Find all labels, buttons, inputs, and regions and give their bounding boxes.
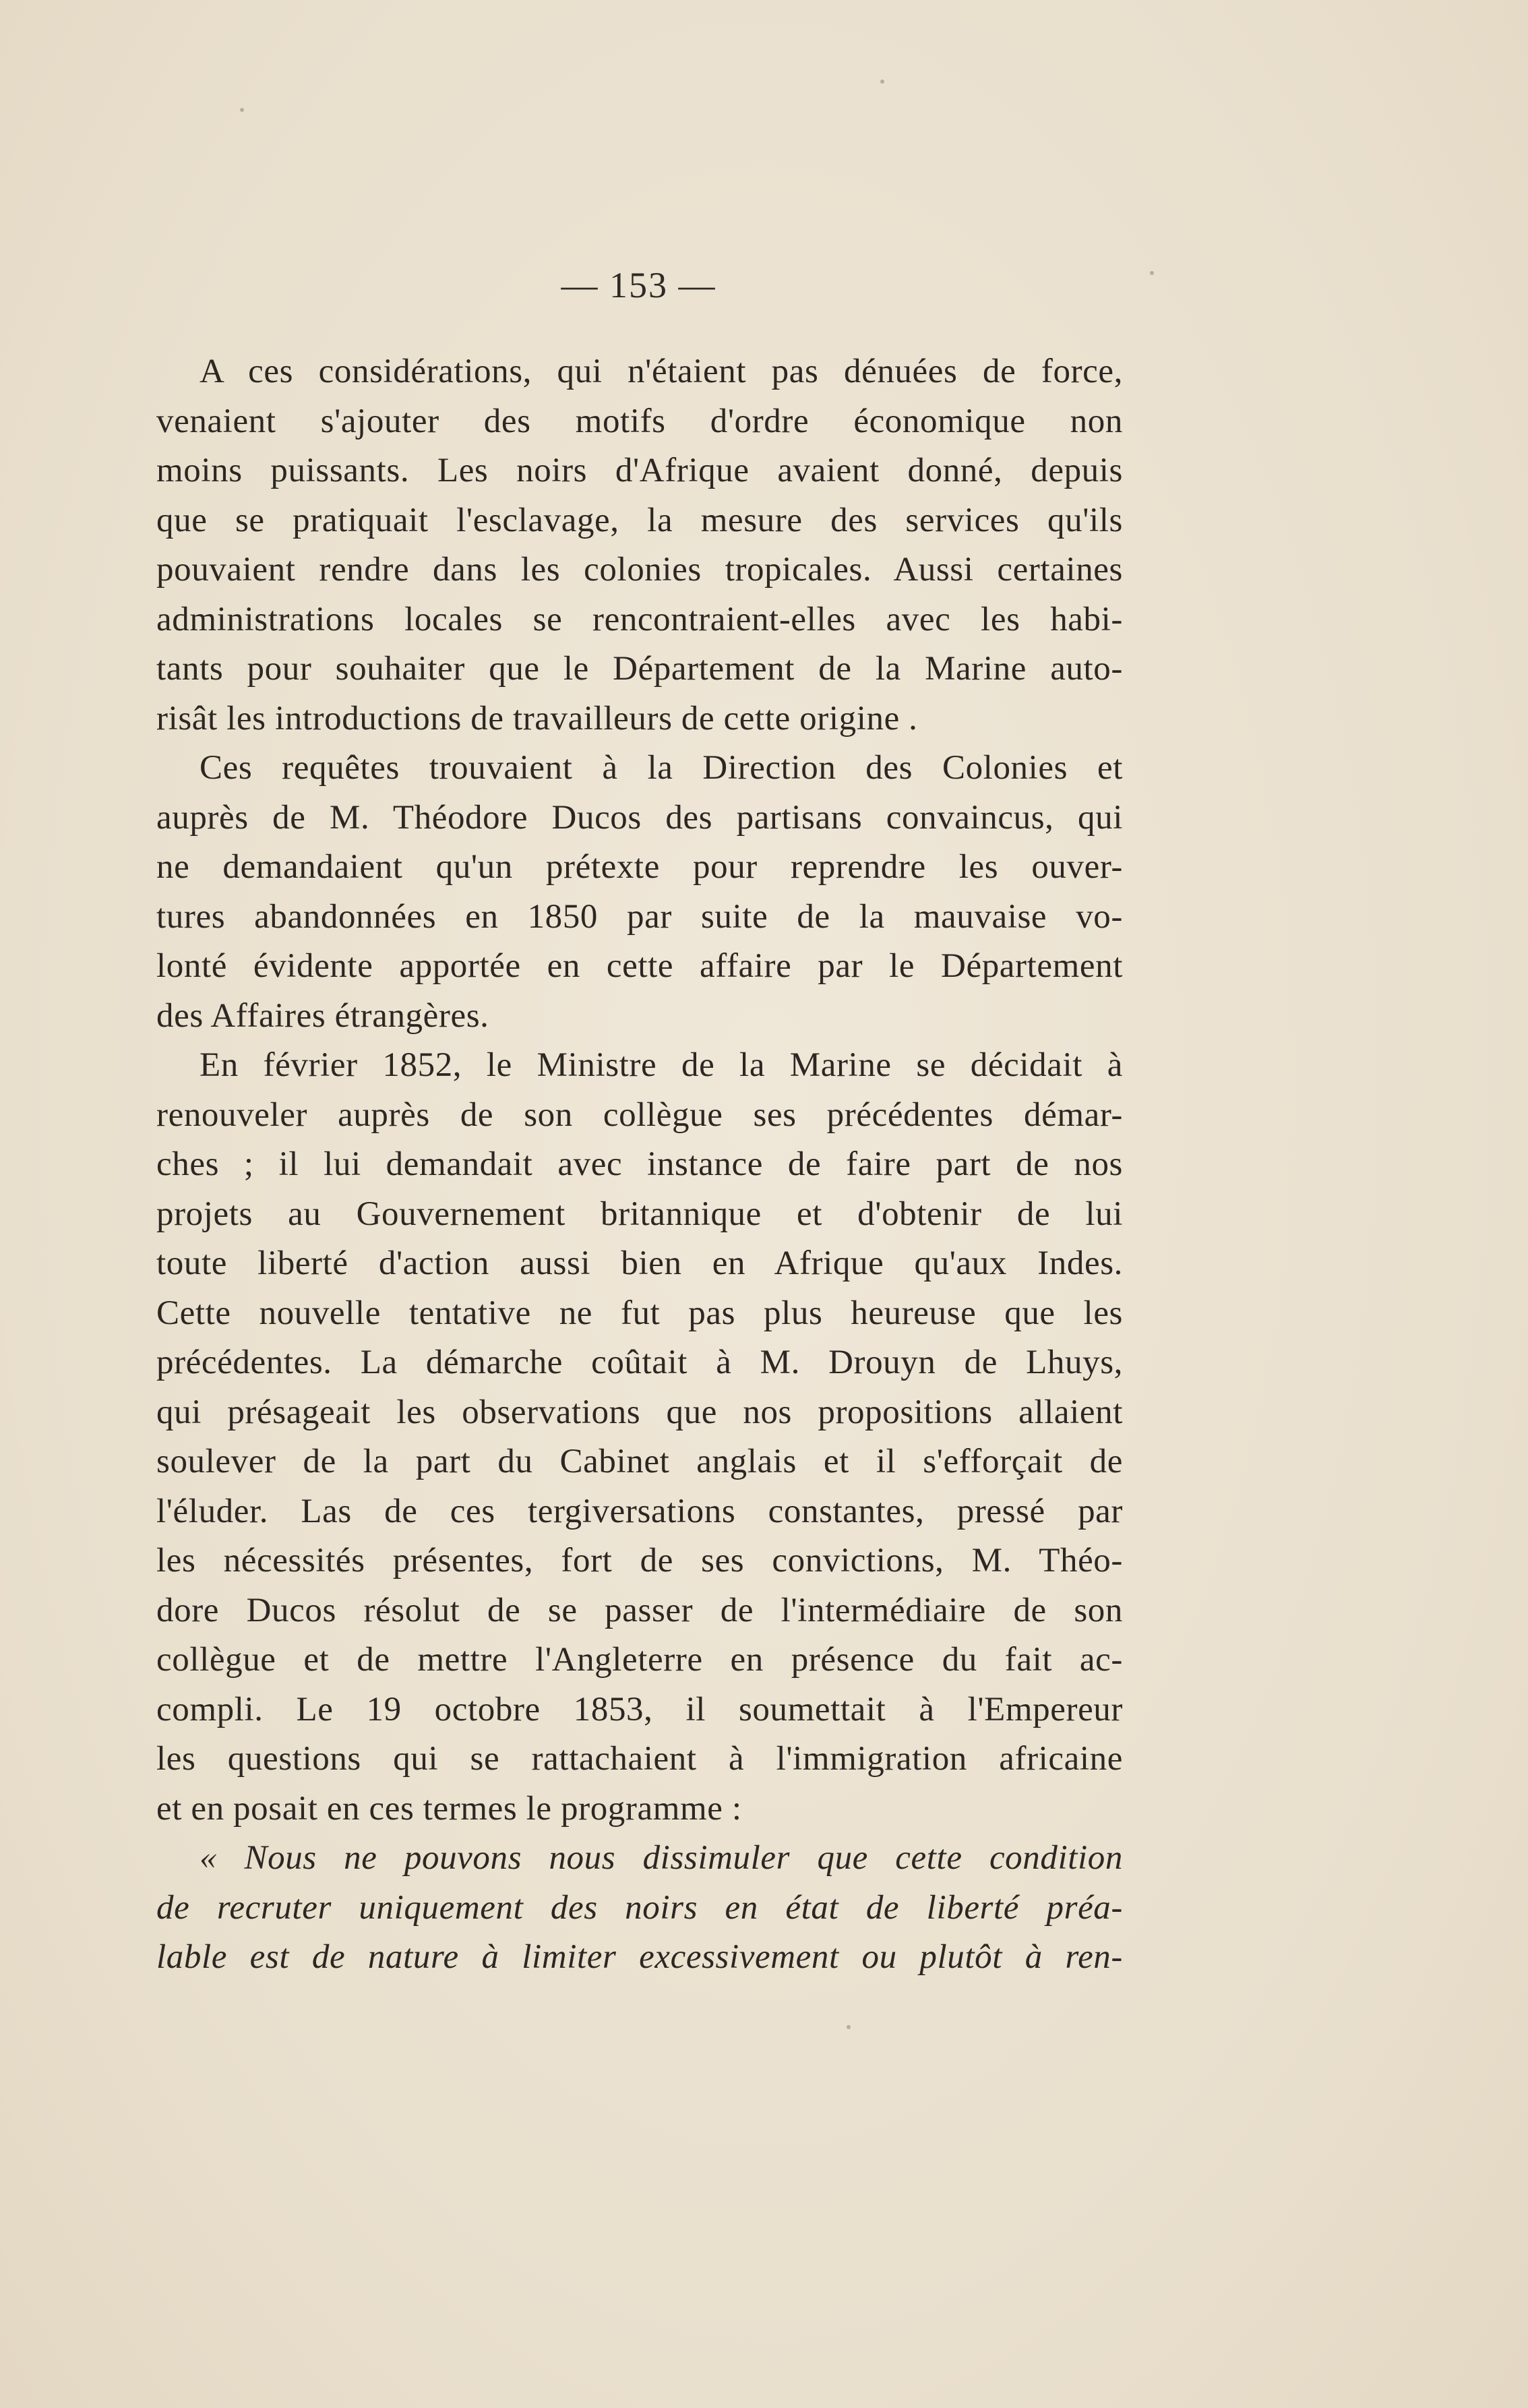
text-line: qui présageait les observations que nos propositions allaient — [156, 1393, 1123, 1431]
text-line: Ces requêtes trouvaient à la Direction des Colonies et — [200, 749, 1123, 787]
paper-speck — [240, 108, 244, 112]
text-line: pouvaient rendre dans les colonies tropicales. Aussi certaines — [156, 551, 1123, 589]
paper-speck — [880, 80, 884, 84]
text-line: précédentes. La démarche coûtait à M. Drouyn de Lhuys, — [156, 1344, 1123, 1381]
text-line: tures abandonnées en 1850 par suite de la mauvaise vo- — [156, 897, 1123, 936]
text-line: lable est de nature à limiter excessivement ou plutôt à ren- — [156, 1938, 1123, 1976]
text-line: renouveler auprès de son collègue ses précédentes démar- — [156, 1095, 1123, 1134]
text-line: tants pour souhaiter que le Département de la Marine auto- — [156, 650, 1123, 688]
text-line: dore Ducos résolut de se passer de l'intermédiaire de son — [156, 1591, 1123, 1629]
text-line: toute liberté d'action aussi bien en Afrique qu'aux Indes. — [156, 1244, 1123, 1282]
text-line: A ces considérations, qui n'étaient pas dénuées de force, — [200, 353, 1123, 390]
text-line: En février 1852, le Ministre de la Marine se décidait à — [200, 1046, 1123, 1084]
text-line: venaient s'ajouter des motifs d'ordre économique non — [156, 402, 1123, 440]
text-line: les nécessités présentes, fort de ses convictions, M. Théo- — [156, 1542, 1123, 1579]
paper-speck — [847, 2025, 851, 2029]
text-line: que se pratiquait l'esclavage, la mesure des services qu'ils — [156, 501, 1123, 539]
text-line: projets au Gouvernement britannique et d'obtenir de lui — [156, 1195, 1123, 1233]
text-line: les questions qui se rattachaient à l'immigration africaine — [156, 1740, 1123, 1778]
text-line: ne demandaient qu'un prétexte pour reprendre les ouver- — [156, 848, 1123, 886]
text-line: ches ; il lui demandait avec instance de faire part de nos — [156, 1145, 1123, 1183]
text-line: Cette nouvelle tentative ne fut pas plus heureuse que les — [156, 1294, 1123, 1332]
text-line: auprès de M. Théodore Ducos des partisans convaincus, qui — [156, 798, 1123, 837]
text-line: administrations locales se rencontraient-elles avec les habi- — [156, 600, 1123, 638]
text-line: et en posait en ces termes le programme : — [156, 1789, 742, 1828]
page-number: — 153 — — [561, 265, 716, 305]
text-line: soulever de la part du Cabinet anglais et il s'efforçait de — [156, 1443, 1123, 1480]
body-text — [156, 347, 1123, 1983]
text-line: l'éluder. Las de ces tergiversations constantes, pressé par — [156, 1492, 1123, 1530]
text-line: de recruter uniquement des noirs en état de liberté préa- — [156, 1888, 1123, 1927]
text-line: des Affaires étrangères. — [156, 996, 489, 1035]
text-line: risât les introductions de travailleurs de cette origine . — [156, 699, 918, 738]
text-line: moins puissants. Les noirs d'Afrique avaient donné, depuis — [156, 452, 1123, 489]
text-line: compli. Le 19 octobre 1853, il soumettait à l'Empereur — [156, 1690, 1123, 1728]
text-line: lonté évidente apportée en cette affaire par le Département — [156, 947, 1123, 985]
text-line: collègue et de mettre l'Angleterre en présence du fait ac- — [156, 1641, 1123, 1679]
text-line: « Nous ne pouvons nous dissimuler que cette condition — [200, 1839, 1123, 1877]
